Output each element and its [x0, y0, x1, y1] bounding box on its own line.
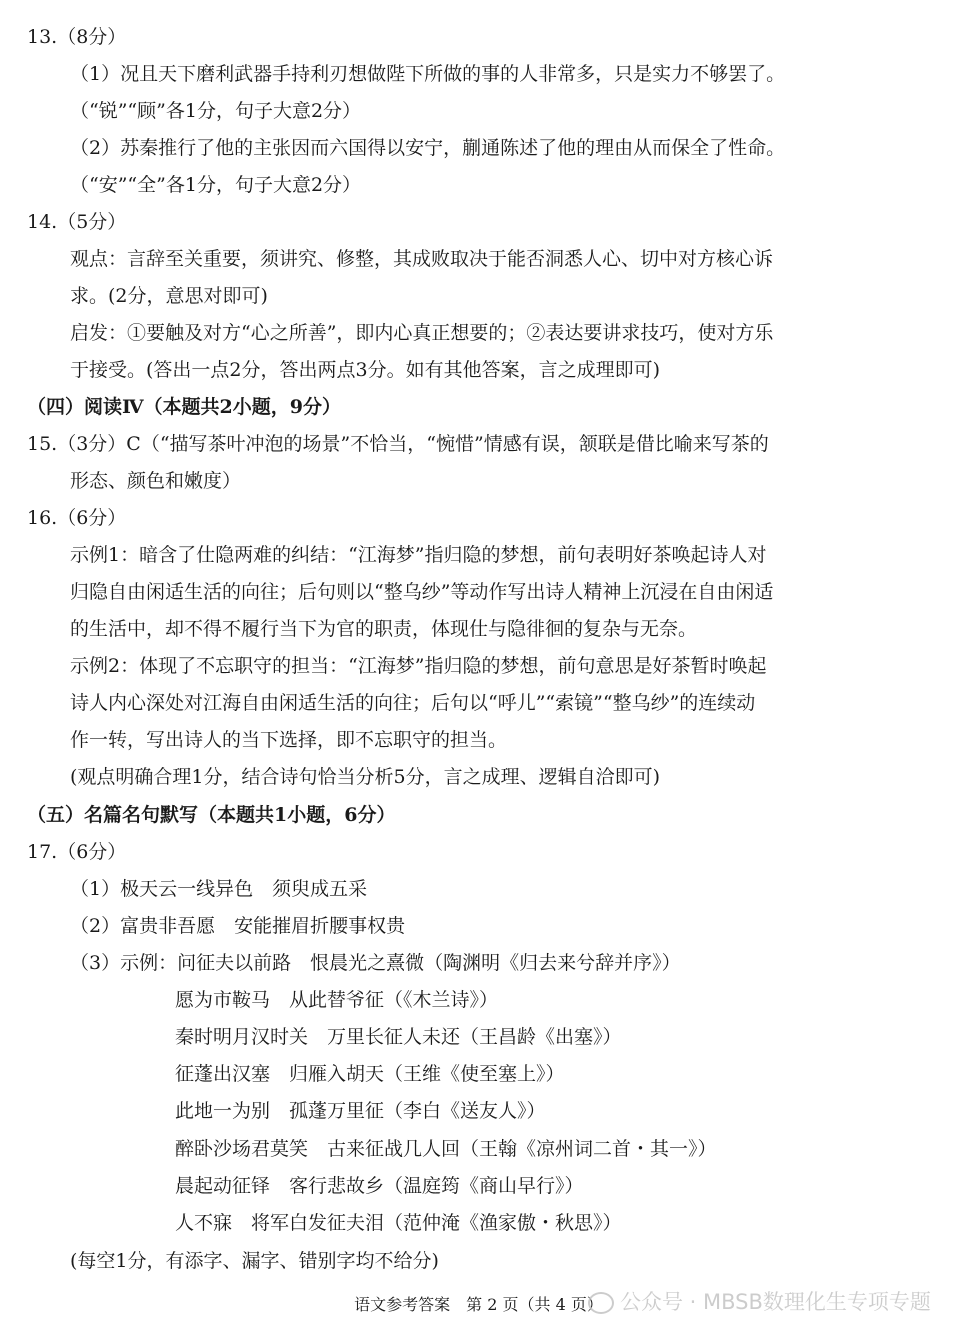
q16-example-2-line-3: 作一转，写出诗人的当下选择，即不忘职守的担当。 [70, 729, 508, 751]
watermark [588, 1286, 931, 1316]
q14-inspiration-line-1: 启发：①要触及对方“心之所善”，即内心真正想要的；②表达要讲求技巧，使对方乐 [70, 322, 774, 344]
q13-answer-2: （2）苏秦推行了他的主张因而六国得以安宁，蒯通陈述了他的理由从而保全了性命。 [70, 137, 786, 159]
q15-answer-line-2: 形态、颜色和嫩度） [70, 470, 242, 492]
q17-scoring-note: (每空1分，有添字、漏字、错别字均不给分) [70, 1250, 439, 1272]
q17-example-line: 晨起动征铎 客行悲故乡（温庭筠《商山早行》） [175, 1175, 584, 1197]
q15-answer-line-1: 15.（3分）C（“描写茶叶冲泡的场景”不恰当，“惋惜”情感有误，颔联是借比喻来写茶的 [27, 433, 769, 455]
q16-example-2-line-2: 诗人内心深处对江海自由闲适生活的向往；后句以“呼儿”“索镜”“整乌纱”的连续动 [70, 692, 756, 714]
q16-example-1-line-2: 归隐自由闲适生活的向往；后句则以“整乌纱”等动作写出诗人精神上沉浸在自由闲适 [70, 581, 774, 603]
q17-answer-1: （1）极天云一线异色 须臾成五采 [70, 878, 368, 900]
watermark-text: 公众号 · MBSB数理化生专项专题 [620, 1290, 931, 1314]
q17-example-line: 人不寐 将军白发征夫泪（范仲淹《渔家傲・秋思》） [175, 1212, 622, 1234]
q16-example-1-line-1: 示例1：暗含了仕隐两难的纠结：“江海梦”指归隐的梦想，前句表明好茶唤起诗人对 [70, 544, 767, 566]
wechat-icon [588, 1292, 614, 1314]
page-footer: 语文参考答案 第 2 页（共 4 页） [354, 1295, 603, 1314]
q14-heading: 14.（5分） [27, 211, 127, 233]
q14-inspiration-line-2: 于接受。(答出一点2分，答出两点3分。如有其他答案，言之成理即可) [70, 359, 661, 381]
q17-heading: 17.（6分） [27, 841, 127, 863]
q17-example-line: 此地一为别 孤蓬万里征（李白《送友人》） [175, 1100, 546, 1122]
q13-heading: 13.（8分） [27, 26, 127, 48]
q17-answer-2: （2）富贵非吾愿 安能摧眉折腰事权贵 [70, 915, 406, 937]
q17-example-line: 秦时明月汉时关 万里长征人未还（王昌龄《出塞》） [175, 1026, 622, 1048]
q14-viewpoint-line-2: 求。(2分，意思对即可) [70, 285, 268, 307]
section-5-title: （五）名篇名句默写（本题共1小题，6分） [27, 804, 396, 826]
q16-example-2-line-1: 示例2：体现了不忘职守的担当：“江海梦”指归隐的梦想，前句意思是好茶暂时唤起 [70, 655, 767, 677]
q14-viewpoint-line-1: 观点：言辞至关重要，须讲究、修整，其成败取决于能否洞悉人心、切中对方核心诉 [70, 248, 774, 270]
q17-example-line: 愿为市鞍马 从此替爷征（《木兰诗》） [175, 989, 499, 1011]
q17-example-line: 征蓬出汉塞 归雁入胡天（王维《使至塞上》） [175, 1063, 565, 1085]
section-4-title: （四）阅读Ⅳ（本题共2小题，9分） [27, 396, 342, 418]
q16-example-1-line-3: 的生活中，却不得不履行当下为官的职责，体现仕与隐徘徊的复杂与无奈。 [70, 618, 698, 640]
q13-scoring-1: （“锐”“顾”各1分，句子大意2分） [70, 100, 362, 122]
q16-scoring-note: (观点明确合理1分，结合诗句恰当分析5分，言之成理、逻辑自洽即可) [70, 766, 661, 788]
q17-example-line: 醉卧沙场君莫笑 古来征战几人回（王翰《凉州词二首・其一》） [175, 1138, 717, 1160]
q16-heading: 16.（6分） [27, 507, 127, 529]
q17-answer-3: （3）示例：问征夫以前路 恨晨光之熹微（陶渊明《归去来兮辞并序》） [70, 952, 681, 974]
q13-scoring-2: （“安”“全”各1分，句子大意2分） [70, 174, 362, 196]
q13-answer-1: （1）况且天下磨利武器手持利刃想做陛下所做的事的人非常多，只是实力不够罢了。 [70, 63, 786, 85]
